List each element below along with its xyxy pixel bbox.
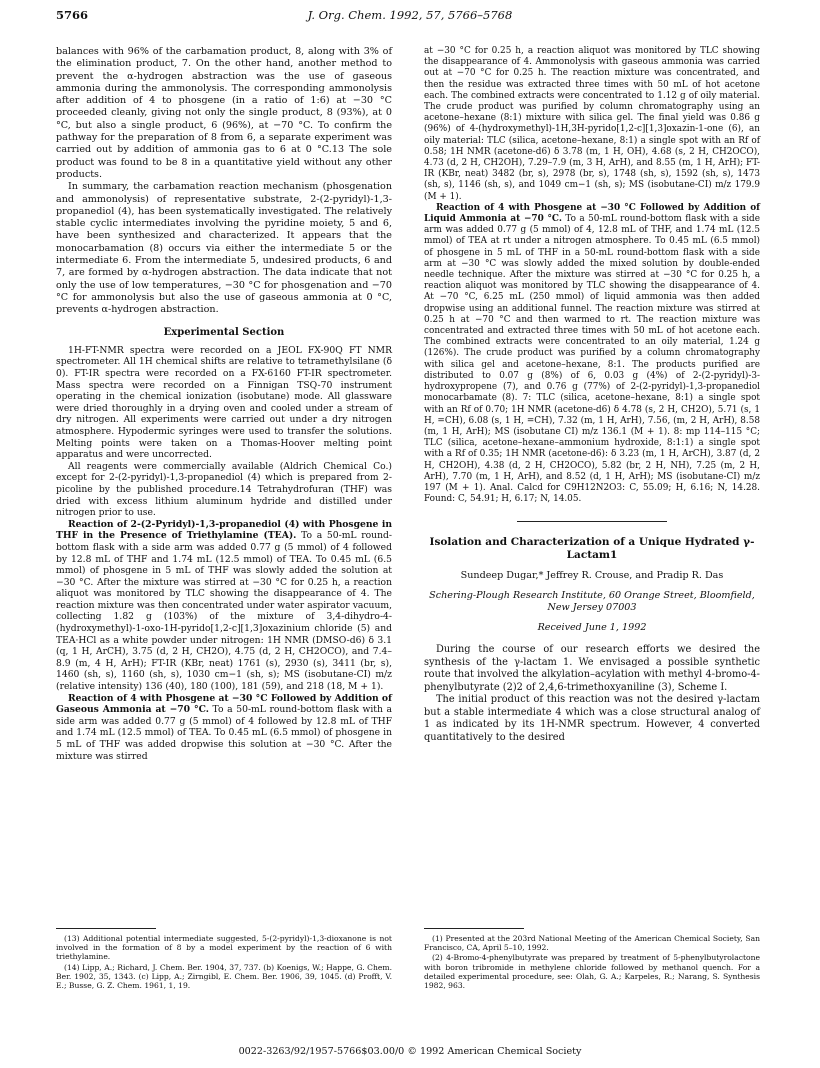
paragraph: During the course of our research efforts we desired the synthesis of the γ-lactam 1. We envisaged a possible synthetic route that involved the alkylation–acylation with methyl 4-bromo-4-phenylbutyrate (2)2 of 2,4,6-trimethoxyaniline (3), Scheme I.	[424, 643, 760, 693]
paragraph: All reagents were commercially available (Aldrich Chemical Co.) except for 2-(2-pyridyl)-1,3-propanediol (4) which is prepared from 2-picoline by the published procedure.14 Tetrahydrofuran (THF) was dried with excess lithium aluminum hydride and distilled under nitrogen prior to use.	[56, 460, 392, 519]
author-list: Sundeep Dugar,* Jeffrey R. Crouse, and Pradip R. Das	[460, 570, 724, 582]
page-number: 5766	[56, 8, 89, 22]
footnotes-right	[424, 934, 760, 991]
left-column	[56, 46, 392, 762]
running-header	[56, 8, 764, 26]
paragraph	[424, 203, 760, 505]
footnote-rule	[56, 928, 156, 929]
footnote: (13) Additional potential intermediate suggested, 5-(2-pyridyl)-1,3-dioxanone is not involved in the formation of 8 by a model experiment by the reaction of 6 with triethylamine.	[56, 934, 392, 962]
paragraph: In summary, the carbamation reaction mechanism (phosgenation and ammonolysis) of representative substrate, 2-(2-pyridyl)-1,3-propanediol (4), has been systematically investigated. The relatively stable cyclic intermediates involving the pyridine moiety, 5 and 6, have been synthesized and characterized. It appears that the monocarbamation (8) occurs via either the intermediate 5 or the intermediate 6. From the intermediate 5, undesired products, 6 and 7, are formed by α-hydrogen abstraction. The data indicate that not only the use of low temperatures, −30 °C for phosgenation and −70 °C for ammonolysis but also the use of gaseous ammonia at 0 °C, prevents α-hydrogen abstraction.	[56, 181, 392, 316]
run-in-heading: Reaction of 4 with Phosgene at −30 °C Followed by Addition of Liquid Ammonia at −70 °C.	[424, 202, 760, 225]
run-in-heading: Reaction of 2-(2-Pyridyl)-1,3-propanediol (4) with Phosgene in THF in the Presence of Triethylamine (TEA).	[56, 518, 392, 542]
paragraph: The initial product of this reaction was not the desired γ-lactam but a stable intermediate 4 which was a close structural analog of 1 as indicated by its 1H-NMR spectrum. However, 4 converted quantitatively to the desired	[424, 694, 760, 744]
paragraph: 1H-FT-NMR spectra were recorded on a JEOL FX-90Q FT NMR spectrometer. All 1H chemical shifts are relative to tetramethylsilane (δ 0). FT-IR spectra were recorded on a FX-6160 FT-IR spectrometer. Mass spectra were recorded on a Finnigan TSQ-70 instrument operating in the chemical ionization (isobutane) mode. All glassware were dried thoroughly in a drying oven and cooled under a stream of dry nitrogen. All experiments were carried out under a dry nitrogen atmosphere. Hypodermic syringes were used to transfer the solutions. Melting points were taken on a Thomas-Hoover melting point apparatus and were uncorrected.	[56, 344, 392, 461]
run-in-heading: Reaction of 4 with Phosgene at −30 °C Followed by Addition of Gaseous Ammonia at −70 °C.	[56, 692, 392, 716]
footnote-rule	[424, 928, 524, 929]
right-column	[424, 46, 760, 745]
received-date: Received June 1, 1992	[537, 622, 647, 634]
paragraph-body: To a 50-mL round-bottom flask with a side arm was added 0.77 g (5 mmol) of 4 followed by 12.8 mL of THF and 1.74 mL (12.5 mmol) of TEA. To 0.45 mL (6.5 mmol) of phosgene in 5 mL of THF was slowly added the solution at −30 °C. After the mixture was stirred at −30 °C for 0.25 h, a reaction aliquot was monitored by TLC showing the disappearance of 4. The reaction mixture was then concentrated under water aspirator vacuum, collecting 1.82 g (103%) of the mixture of 3,4-dihydro-4-(hydroxymethyl)-1-oxo-1H-pyrido[1,2-c][1,3]oxazinium chloride (5) and TEA·HCl as a white powder under nitrogen: 1H NMR (DMSO-d6) δ 3.1 (q, 1 H, ArCH), 3.75 (d, 2 H, CH2O), 4.75 (d, 2 H, CH2OCO), and 7.4–8.9 (m, 4 H, ArH); FT-IR (KBr, neat) 1761 (s), 2930 (s), 3411 (br, s), 1460 (sh, s), 1160 (sh, s), 1030 cm−1 (sh, s); MS (isobutane-CI) m/z (relative intensity) 136 (40), 180 (100), 181 (59), and 218 (18, M + 1).	[56, 530, 392, 693]
section-divider	[517, 521, 667, 522]
footnotes-left	[56, 934, 392, 991]
paragraph-body: To a 50-mL round-bottom flask with a side arm was added 0.77 g (5 mmol) of 4 followed by 12.8 mL of THF and 1.74 mL (12.5 mmol) of TEA. To 0.45 mL (6.5 mmol) of phosgene in 5 mL of THF was added dropwise this solution at −30 °C. After the mixture was stirred	[56, 704, 392, 762]
copyright-footer: 0022-3263/92/1957-5766$03.00/0 © 1992 American Chemical Society	[238, 1046, 582, 1057]
footnote: (1) Presented at the 203rd National Meeting of the American Chemical Society, San Francisco, CA, April 5–10, 1992.	[424, 934, 760, 953]
paragraph	[56, 693, 392, 763]
article-title: Isolation and Characterization of a Unique Hydrated γ-Lactam1	[429, 536, 755, 562]
affiliation: Schering-Plough Research Institute, 60 Orange Street, Bloomfield, New Jersey 07003	[429, 590, 755, 614]
footnote: (14) Lipp, A.; Richard, J. Chem. Ber. 1904, 37, 737. (b) Koenigs, W.; Happe, G. Chem. Ber. 1902, 35, 1343. (c) Lipp, A.; Zirngibl, E. Chem. Ber. 1906, 39, 1045. (d) Profft, V. E.; Busse, G. Z. Chem. 1961, 1, 19.	[56, 962, 392, 991]
paragraph	[56, 519, 392, 693]
section-heading: Experimental Section	[163, 326, 285, 338]
paragraph: balances with 96% of the carbamation product, 8, along with 3% of the elimination product, 7. On the other hand, another method to prevent the α-hydrogen abstraction was the use of gaseous ammonia during the ammonolysis. The corresponding ammonolysis after addition of 4 to phosgene (in a ratio of 1:6) at −30 °C proceeded cleanly, giving not only the single product, 8 (93%), at 0 °C, but also a single product, 6 (96%), at −70 °C. To confirm the pathway for the preparation of 8 from 6, a separate experiment was carried out by addition of ammonia gas to 6 at 0 °C.13 The sole product was found to be 8 in a quantitative yield without any other products.	[56, 46, 392, 180]
paragraph: at −30 °C for 0.25 h, a reaction aliquot was monitored by TLC showing the disappearance of 4. Ammonolysis with gaseous ammonia was carried out at −70 °C for 0.25 h. The reaction mixture was concentrated, and then the residue was extracted three times with 50 mL of hot acetone each. The combined extracts were concentrated to 1.12 g of oily material. The crude product was purified by column chromatography using an acetone–hexane (8:1) mixture with silica gel. The final yield was 0.86 g (96%) of 4-(hydroxymethyl)-1H,3H-pyrido[1,2-c][1,3]oxazin-1-one (6), an oily material: TLC (silica, acetone–hexane, 8:1) a single spot with an Rf of 0.58; 1H NMR (acetone-d6) δ 3.78 (m, 1 H, OH), 4.68 (s, 2 H, CH2OCO), 4.73 (d, 2 H, CH2OH), 7.29–7.9 (m, 3 H, ArH), and 8.55 (m, 1 H, ArH); FT-IR (KBr, neat) 3482 (br, s), 2978 (br, s), 1748 (sh, s), 1592 (sh, s), 1473 (sh, s), 1146 (sh, s), and 1049 cm−1 (sh, s); MS (isobutane-CI) m/z 179.9 (M + 1).	[424, 46, 760, 202]
footnote: (2) 4-Bromo-4-phenylbutyrate was prepared by treatment of 5-phenylbutyrolactone with boron tribromide in methylene chloride followed by methanol quench. For a detailed experimental procedure, see: Olah, G. A.; Karpeles, R.; Narang, S. Synthesis 1982, 963.	[424, 953, 760, 991]
paragraph-body: To a 50-mL round-bottom flask with a side arm was added 0.77 g (5 mmol) of 4, 12.8 mL of THF, and 1.74 mL (12.5 mmol) of TEA at rt under a nitrogen atmosphere. To 0.45 mL (6.5 mmol) of phosgene in 5 mL of THF in a 50-mL round-bottom flask with a side arm at −30 °C was slowly added the mixed solution by double-ended needle technique. After the mixture was stirred at −30 °C for 0.25 h, a reaction aliquot was monitored by TLC showing the disappearance of 4. At −70 °C, 6.25 mL (250 mmol) of liquid ammonia was then added dropwise using an additional funnel. The reaction mixture was stirred at 0.25 h at −70 °C and then warmed to rt. The reaction mixture was concentrated and extracted three times with 50 mL of hot acetone each. The combined extracts were concentrated to an oily material, 1.24 g (126%). The crude product was purified by a column chromatography with silica gel and acetone–hexane, 8:1. The products purified are distributed to 0.07 g (8%) of 6, 0.03 g (4%) of 2-(2-pyridyl)-3-hydroxypropene (7), and 0.76 g (77%) of 2-(2-pyridyl)-1,3-propanediol monocarbamate (8). 7: TLC (silica, acetone–hexane, 8:1) a single spot with an Rf of 0.70; 1H NMR (acetone-d6) δ 4.78 (s, 2 H, CH2O), 5.71 (s, 1 H, =CH), 6.08 (s, 1 H, =CH), 7.32 (m, 1 H, ArH), 7.56, (m, 2 H, ArH), 8.58 (m, 1 H, ArH); MS (isobutane CI) m/z 136.1 (M + 1). 8: mp 114–115 °C; TLC (silica, acetone–hexane–ammonium hydroxide, 8:1:1) a single spot with a Rf of 0.35; 1H NMR (acetone-d6): δ 3.23 (m, 1 H, ArCH), 3.87 (d, 2 H, CH2OH), 4.38 (d, 2 H, CH2OCO), 5.82 (br, 2 H, NH), 7.25 (m, 2 H, ArH), 7.70 (m, 1 H, ArH), and 8.52 (d, 1 H, ArH); MS (isobutane-CI) m/z 197 (M + 1). Anal. Calcd for C9H12N2O3: C, 55.09; H, 6.16; N, 14.28. Found: C, 54.91; H, 6.17; N, 14.05.	[424, 214, 760, 505]
journal-citation: J. Org. Chem. 1992, 57, 5766–5768	[307, 8, 513, 22]
